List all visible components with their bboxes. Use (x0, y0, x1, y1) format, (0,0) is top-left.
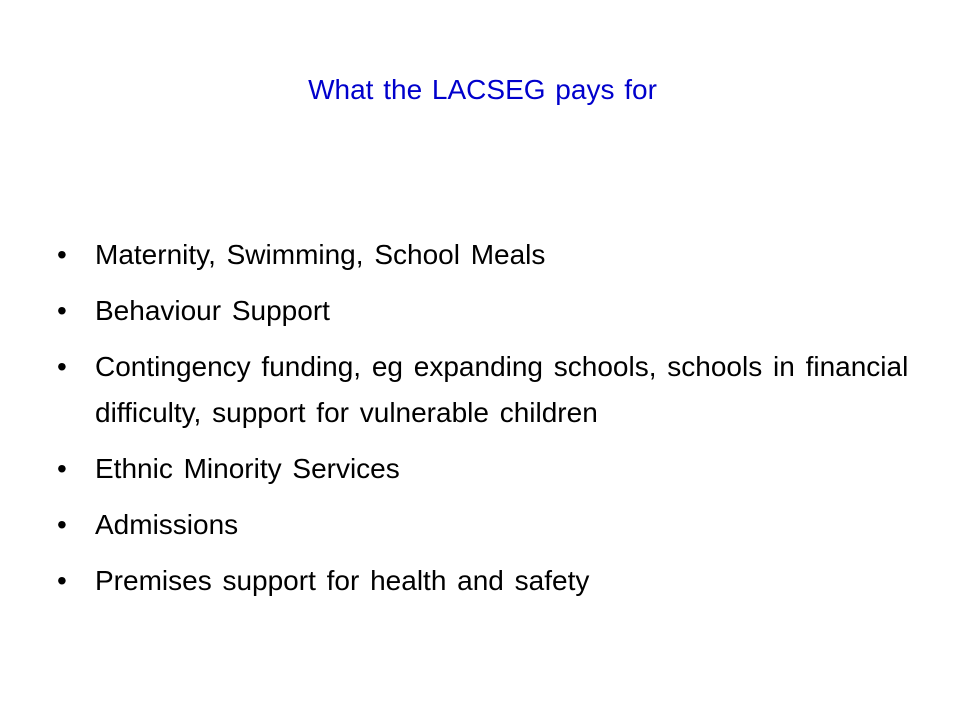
bullet-icon: • (57, 351, 67, 382)
bullet-text: Behaviour Support (95, 295, 330, 326)
bullet-icon: • (57, 565, 67, 596)
bullet-text: Premises support for health and safety (95, 565, 590, 596)
bullet-item-premises-support (57, 558, 917, 604)
bullet-item-maternity-swimming-meals (57, 232, 917, 278)
slide-title: What the LACSEG pays for (308, 74, 657, 105)
bullet-icon: • (57, 453, 67, 484)
bullet-item-contingency-funding (57, 344, 917, 436)
bullet-item-admissions (57, 502, 917, 548)
bullet-text: Admissions (95, 509, 239, 540)
bullet-icon: • (57, 295, 67, 326)
bullet-text: Contingency funding, eg expanding schools, schools in financial difficulty, support for vulnerable children (95, 351, 909, 428)
bullet-icon: • (57, 509, 67, 540)
bullet-icon: • (57, 239, 67, 270)
bullet-item-behaviour-support (57, 288, 917, 334)
bullet-text: Maternity, Swimming, School Meals (95, 239, 546, 270)
bullet-item-ethnic-minority-services (57, 446, 917, 492)
bullet-text: Ethnic Minority Services (95, 453, 400, 484)
bullet-list (57, 232, 917, 604)
